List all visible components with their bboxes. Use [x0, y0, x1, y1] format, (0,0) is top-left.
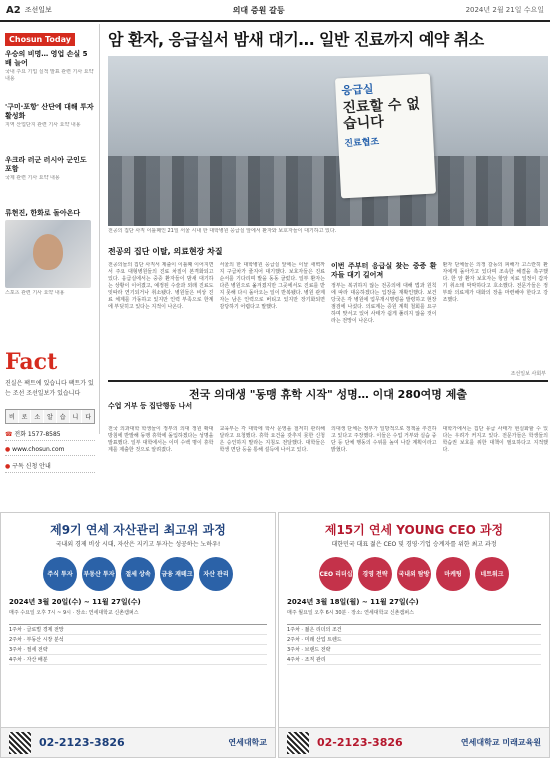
- article-subhead: 전공의 집단 이탈, 의료현장 차질: [108, 247, 223, 256]
- page-header: [0, 0, 550, 22]
- rail-item[interactable]: [5, 103, 94, 150]
- rail-item-title: 우크라 러군 러시아 군인도 포함: [5, 156, 87, 173]
- rail-item-title: 우승의 비명… 영업 손실 5배 늘어: [5, 50, 88, 67]
- rail-item-body: 국제 관련 기사 요약 내용: [5, 175, 60, 181]
- ad-org: 연세대학교 미래교육원: [460, 738, 541, 747]
- topic-badge: 부동산 투자: [82, 557, 116, 591]
- schedule-row: 2주차 · 미래 산업 트렌드: [287, 635, 541, 645]
- article-lead: 이번 주부터 응급실 찾는 중증 환자들 대기 길어져: [331, 262, 437, 279]
- topic-badge: 자산 관리: [199, 557, 233, 591]
- ad-subtitle: 국내외 경제 비상 시대, 자산은 지키고 투자는 성공하는 노하우!: [55, 541, 221, 548]
- rail-item-body: 스포츠 관련 기사 요약 내용: [5, 290, 65, 296]
- ad-topics: [279, 557, 549, 591]
- ad-org: 연세대학교: [228, 738, 267, 747]
- player-photo: [5, 220, 91, 288]
- rail-item-body: 지역 산업단지 관련 기사 요약 내용: [5, 122, 81, 128]
- topic-badge: 네트워크: [475, 557, 509, 591]
- sign-line-2: 진료할 수 없습니다: [342, 96, 421, 133]
- rail-item[interactable]: [5, 156, 94, 203]
- article-body: [108, 262, 548, 370]
- news-photo: [108, 56, 548, 226]
- fact-strip: [5, 409, 95, 424]
- article-column: 의대생 단체는 정부가 일방적으로 정책을 추진하고 있다고 주장했다. 이들은 수업 거부와 실습 중단 등 단체 행동의 수위를 높여 나갈 계획이라고 밝혔다.: [331, 426, 437, 453]
- photo-caption: 전공의 집단 사직 이틀째인 21일 서울 시내 한 대학병원 응급실 앞에서 환자와 보호자들이 대기하고 있다.: [108, 228, 337, 234]
- ad-topics: [1, 557, 275, 591]
- fact-subscribe[interactable]: ● 구독 신청 안내: [5, 461, 95, 473]
- topic-badge: CEO 리더십: [319, 557, 353, 591]
- ad-schedule: [9, 624, 267, 665]
- topic-badge: 절세 상속: [121, 557, 155, 591]
- section-title: 의대 증원 갈등: [232, 5, 285, 15]
- second-headline[interactable]: 전국 의대생 "동맹 휴학 시작" 성명… 이대 280여명 제출: [108, 380, 548, 402]
- article-column: 전공의들의 집단 사직서 제출이 이틀째 이어지면서 주요 대형병원들의 진료 차질이 본격화되고 있다. 응급실에서는 중증 환자들이 밤새 대기하는 상황이 이어졌고, 예정된 수술과 외래 진료도 잇따라 연기되거나 취소됐다. 병원들은 비상 진료 체계를 가동하고 있지만 인력 부족으로 한계에 부딪히고 있다는 지적이 나온다.: [108, 262, 214, 310]
- ad-subtitle: 대한민국 대표 젊은 CEO 및 경영·기업 승계자를 위한 최고 과정: [331, 541, 497, 548]
- schedule-row: 2주차 · 부동산 시장 분석: [9, 635, 267, 645]
- rail-item[interactable]: [5, 209, 94, 300]
- strip-char: 로: [19, 410, 31, 423]
- ad-footer: [279, 727, 549, 757]
- strip-char: 니: [70, 410, 82, 423]
- topic-badge: 주식 투자: [43, 557, 77, 591]
- ad-dates: 2024년 3월 20일(수) ~ 11월 27일(수): [9, 598, 141, 606]
- article-column: 교육부는 각 대학에 학사 운영을 철저히 관리해 달라고 요청했다. 휴학 요건을 갖추지 못한 신청은 승인하지 말라는 지침도 전달했다. 대학들은 학생 면담 등을 통해 설득에 나서고 있다.: [219, 426, 325, 453]
- article-column: 대학가에서는 집단 유급 사태가 현실화할 수 있다는 우려가 커지고 있다. 전문가들은 학생들의 학습권 보호를 위한 대책이 필요하다고 지적했다.: [442, 426, 548, 453]
- second-subhead: 수업 거부 등 집단행동 나서: [108, 402, 193, 410]
- byline: 조선일보 사회부: [510, 371, 546, 377]
- rail-item-body: 국내 주요 기업 실적 발표 관련 기사 요약 내용: [5, 69, 94, 82]
- issue-date: 2024년 2월 21일 수요일: [465, 6, 544, 14]
- ad-dates: 2024년 3월 18일(월) ~ 11월 27일(수): [287, 598, 419, 606]
- article-column-text: 정부는 복귀하지 않는 전공의에 대해 법과 원칙에 따라 대응하겠다는 입장을 재확인했다. 보건 당국은 각 병원에 업무개시명령을 발령하고 현장 점검에 나섰다. 의료계는 증원 계획 철회를 요구하며 맞서고 있어 사태가 쉽게 풀리지 않을 것이라는 전망이 나온다.: [331, 283, 437, 324]
- fact-slogan: 진실은 팩트에 있습니다 팩트가 있는 조선 조선일보가 있습니다: [5, 380, 94, 397]
- fact-web[interactable]: ● www.chosun.com: [5, 446, 95, 456]
- ad-title: 제9기 연세 자산관리 최고위 과정: [50, 523, 226, 537]
- page-number: A2: [6, 4, 21, 16]
- rail-item[interactable]: [5, 50, 94, 97]
- ad-footer: [1, 727, 275, 757]
- paper-name: 조선일보: [24, 6, 52, 14]
- schedule-row: 4주차 · 조직 관리: [287, 655, 541, 665]
- strip-char: 습: [57, 410, 69, 423]
- schedule-row: 3주차 · 절세 전략: [9, 645, 267, 655]
- ad-phone[interactable]: 02-2123-3826: [317, 736, 403, 749]
- article-column: 환자 단체들은 의정 갈등의 피해가 고스란히 환자에게 돌아가고 있다며 조속한 해결을 촉구했다. 한 암 환자 보호자는 항암 치료 일정이 갑자기 취소돼 막막하다고 호소했다. 전문가들은 정부와 의료계가 대화의 장을 마련해야 한다고 강조했다.: [442, 262, 548, 303]
- rail-item-title: 류현진, 한화로 돌아온다: [5, 209, 81, 217]
- main-headline[interactable]: 암 환자, 응급실서 밤새 대기… 일반 진료까지 예약 취소: [108, 30, 484, 49]
- ad-schedule: [287, 624, 541, 665]
- topic-badge: 국내외 탐방: [397, 557, 431, 591]
- article-column: 전국 의과대학 학생들이 정부의 의대 정원 확대 방침에 반발해 동맹 휴학에 돌입하겠다는 성명을 발표했다. 일부 대학에서는 이미 수백 명이 휴학계를 제출한 것으로 알려졌다.: [108, 426, 214, 453]
- ad-info: 매주 수요일 오후 7시 ~ 9시 · 장소: 연세대학교 신촌캠퍼스: [9, 610, 139, 616]
- rail-label: Chosun Today: [5, 33, 75, 46]
- qr-code-icon[interactable]: [9, 732, 31, 754]
- ad-phone[interactable]: 02-2123-3826: [39, 736, 125, 749]
- topic-badge: 마케팅: [436, 557, 470, 591]
- ad-info: 매주 월요일 오후 6시 30분 · 장소: 연세대학교 신촌캠퍼스: [287, 610, 414, 616]
- topic-badge: 경영 전략: [358, 557, 392, 591]
- strip-char: 알: [44, 410, 56, 423]
- schedule-row: 3주차 · 브랜드 전략: [287, 645, 541, 655]
- ad-title: 제15기 연세 YOUNG CEO 과정: [324, 523, 504, 537]
- crowd-shape: [108, 156, 548, 226]
- schedule-row: 4주차 · 자산 배분: [9, 655, 267, 665]
- second-article-body: [108, 414, 548, 506]
- strip-char: 다: [82, 410, 94, 423]
- fact-logo: Fact: [5, 349, 58, 375]
- ad-young-ceo[interactable]: [278, 512, 550, 758]
- strip-char: 소: [31, 410, 43, 423]
- schedule-row: 1주차 · 젊은 리더의 조건: [287, 625, 541, 635]
- sign-line-1: 응급실: [341, 82, 374, 98]
- strip-char: 비: [6, 410, 18, 423]
- article-column: [331, 262, 437, 370]
- fact-phone[interactable]: ☎ 전화 1577-8585: [5, 429, 95, 441]
- article-column: 서울의 한 대학병원 응급실 앞에는 이날 새벽까지 구급차가 줄지어 대기했다. 보호자들은 진료 순서를 기다리며 발을 동동 굴렀다. 일부 환자는 다른 병원으로 옮겨졌지만 그곳에서도 진료를 받지 못해 다시 돌아오는 일이 반복됐다. 병원 관계자는 남은 인력으로 버티고 있지만 장기화되면 감당하기 어렵다고 말했다.: [219, 262, 325, 310]
- notice-sign: [335, 74, 436, 199]
- ad-asset-management[interactable]: [0, 512, 276, 758]
- sign-line-3: 진료협조: [344, 137, 380, 150]
- schedule-row: 1주차 · 글로벌 경제 전망: [9, 625, 267, 635]
- topic-badge: 금융 재테크: [160, 557, 194, 591]
- qr-code-icon[interactable]: [287, 732, 309, 754]
- rail-item-title: '구미·포항' 산단에 대해 투자 활성화: [5, 103, 94, 120]
